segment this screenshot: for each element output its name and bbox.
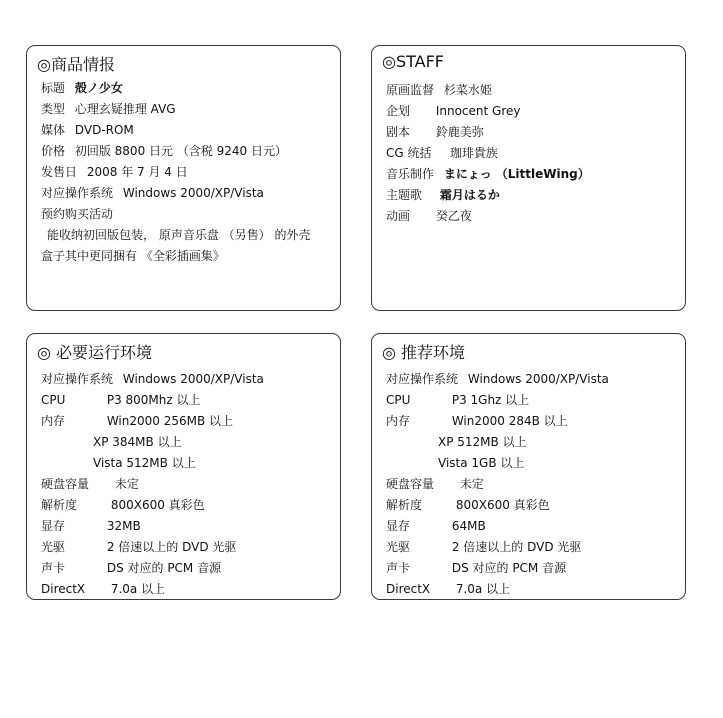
row-value: Vista 512MB 以上: [93, 456, 196, 470]
row-value: 殻ノ少女: [74, 81, 123, 95]
product-row-price: [41, 143, 287, 159]
required-env-title: ◎ 必要运行环境: [37, 343, 153, 362]
staff-row-scenario: [386, 124, 484, 140]
product-info-panel: [26, 45, 341, 311]
row-key: 声卡: [386, 561, 411, 575]
product-row-title: [41, 80, 123, 96]
recommended-row-memory-xp: [438, 434, 527, 450]
row-key: 光驱: [386, 540, 411, 554]
row-key: 主题歌: [386, 188, 423, 202]
row-value: DS 对应的 PCM 音源: [106, 561, 222, 575]
recommended-env-panel: [371, 333, 686, 600]
recommended-row-sound-card: [386, 560, 566, 576]
row-key: 解析度: [41, 498, 78, 512]
recommended-row-memory-vista: [438, 455, 524, 471]
staff-title: ◎STAFF: [382, 52, 444, 71]
product-row-release-date: [41, 164, 188, 180]
recommended-row-resolution: [386, 497, 550, 513]
row-key: 硬盘容量: [41, 477, 90, 491]
required-row-directx: [41, 581, 165, 597]
row-key: 媒体: [41, 123, 66, 137]
row-value: 霜月はるか: [439, 188, 500, 202]
required-row-memory: [41, 413, 233, 429]
product-row-media: [41, 122, 134, 138]
row-value: XP 384MB 以上: [93, 435, 182, 449]
row-value: 珈琲貴族: [449, 146, 498, 160]
row-key: 对应操作系统: [41, 372, 114, 386]
row-key: 价格: [41, 144, 66, 158]
row-key: 内存: [41, 414, 66, 428]
row-value: 7.0a 以上: [455, 582, 511, 596]
row-value: 2 倍速以上的 DVD 光驱: [106, 540, 237, 554]
row-key: 类型: [41, 102, 66, 116]
required-row-disk: [41, 476, 139, 492]
row-value: まにょっ （LittleWing）: [443, 167, 590, 181]
row-key: 显存: [41, 519, 66, 533]
row-key: 动画: [386, 209, 411, 223]
row-value: 杉菜水姫: [443, 83, 492, 97]
row-key: CPU: [41, 393, 66, 407]
row-key: CPU: [386, 393, 411, 407]
staff-row-planning: [386, 103, 520, 119]
row-value: 未定: [459, 477, 484, 491]
recommended-row-disk: [386, 476, 484, 492]
row-value: XP 512MB 以上: [438, 435, 527, 449]
row-key: DirectX: [386, 582, 431, 596]
row-value: DVD-ROM: [74, 123, 134, 137]
row-value: Windows 2000/XP/Vista: [122, 186, 264, 200]
staff-row-cg-lead: [386, 145, 498, 161]
recommended-env-title: ◎ 推荐环境: [382, 343, 466, 362]
row-key: 声卡: [41, 561, 66, 575]
row-key: 原画监督: [386, 83, 435, 97]
row-value: Win2000 284B 以上: [451, 414, 568, 428]
row-value: Windows 2000/XP/Vista: [467, 372, 609, 386]
staff-row-animation: [386, 208, 472, 224]
row-value: 心理玄疑推理 AVG: [74, 102, 176, 116]
row-value: Vista 1GB 以上: [438, 456, 525, 470]
required-row-vram: [41, 518, 141, 534]
staff-row-art-director: [386, 82, 492, 98]
row-key: 企划: [386, 104, 411, 118]
recommended-row-vram: [386, 518, 486, 534]
recommended-row-memory: [386, 413, 568, 429]
row-key: 预约购买活动: [41, 207, 114, 221]
row-key: CG 统括: [386, 146, 432, 160]
product-note-line-2: 盒子其中更同捆有 《全彩插画集》: [41, 249, 225, 263]
row-key: DirectX: [41, 582, 86, 596]
row-value: DS 对应的 PCM 音源: [451, 561, 567, 575]
row-key: 音乐制作: [386, 167, 435, 181]
required-env-panel: [26, 333, 341, 600]
row-value: Innocent Grey: [435, 104, 521, 118]
required-row-os: [41, 371, 264, 387]
row-value: 800X600 真彩色: [110, 498, 205, 512]
row-key: 剧本: [386, 125, 411, 139]
recommended-row-directx: [386, 581, 510, 597]
row-key: 显存: [386, 519, 411, 533]
row-value: 未定: [114, 477, 139, 491]
row-value: 2 倍速以上的 DVD 光驱: [451, 540, 582, 554]
product-info-title: ◎商品情报: [37, 55, 115, 74]
row-key: 标题: [41, 81, 66, 95]
row-value: 2008 年 7 月 4 日: [86, 165, 188, 179]
product-row-preorder: [41, 206, 117, 222]
row-value: 7.0a 以上: [110, 582, 166, 596]
product-row-genre: [41, 101, 176, 117]
row-value: Win2000 256MB 以上: [106, 414, 234, 428]
row-key: 对应操作系统: [41, 186, 114, 200]
recommended-row-optical-drive: [386, 539, 581, 555]
row-value: P3 1Ghz 以上: [451, 393, 530, 407]
required-row-memory-xp: [93, 434, 182, 450]
row-value: P3 800Mhz 以上: [106, 393, 201, 407]
required-row-sound-card: [41, 560, 221, 576]
product-note-line-1: 能收纳初回版包装， 原声音乐盘 （另售） 的外壳: [47, 228, 311, 242]
row-key: 对应操作系统: [386, 372, 459, 386]
required-row-optical-drive: [41, 539, 236, 555]
row-value: 癸乙夜: [435, 209, 472, 223]
row-key: 解析度: [386, 498, 423, 512]
staff-row-music: [386, 166, 590, 182]
row-value: Windows 2000/XP/Vista: [122, 372, 264, 386]
row-value: 64MB: [451, 519, 486, 533]
row-value: 鈴鹿美弥: [435, 125, 484, 139]
row-key: 内存: [386, 414, 411, 428]
product-row-os: [41, 185, 264, 201]
row-key: 光驱: [41, 540, 66, 554]
required-row-resolution: [41, 497, 205, 513]
required-row-memory-vista: [93, 455, 196, 471]
recommended-row-os: [386, 371, 609, 387]
staff-row-theme-song: [386, 187, 500, 203]
row-value: 800X600 真彩色: [455, 498, 550, 512]
required-row-cpu: [41, 392, 201, 408]
recommended-row-cpu: [386, 392, 529, 408]
row-value: 32MB: [106, 519, 141, 533]
row-key: 硬盘容量: [386, 477, 435, 491]
row-key: 发售日: [41, 165, 78, 179]
staff-panel: [371, 45, 686, 311]
row-value: 初回版 8800 日元 （含税 9240 日元）: [74, 144, 287, 158]
